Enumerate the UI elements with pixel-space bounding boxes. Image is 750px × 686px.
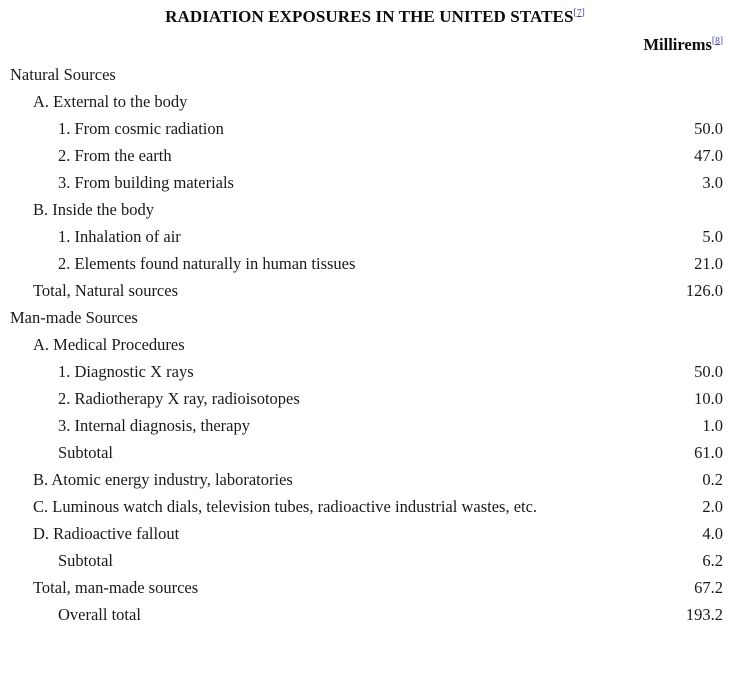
table-row: [0, 412, 750, 439]
table-row: [0, 385, 750, 412]
table-row: [0, 574, 750, 601]
row-label: Overall total: [58, 604, 141, 624]
row-label: B. Atomic energy industry, laboratories: [33, 469, 293, 489]
table-row: [0, 169, 750, 196]
table-row: [0, 439, 750, 466]
row-value: 2.0: [702, 496, 723, 516]
table-row: [0, 61, 750, 88]
row-value: 47.0: [694, 145, 723, 165]
row-value: 193.2: [685, 604, 723, 624]
table-row: [0, 142, 750, 169]
row-label: C. Luminous watch dials, television tubes, radioactive industrial wastes, etc.: [33, 496, 538, 516]
row-label: D. Radioactive fallout: [33, 523, 180, 543]
table-row: [0, 88, 750, 115]
row-label: 1. Diagnostic X rays: [58, 361, 194, 381]
row-label: A. External to the body: [33, 91, 188, 111]
row-value: 126.0: [685, 280, 723, 300]
row-label: 2. Radiotherapy X ray, radioisotopes: [58, 388, 300, 408]
row-label: 2. From the earth: [58, 145, 172, 165]
table-row: [0, 196, 750, 223]
row-value: 4.0: [702, 523, 723, 543]
row-label: 1. From cosmic radiation: [58, 118, 224, 138]
row-label: Subtotal: [58, 550, 114, 570]
row-label: Total, man-made sources: [33, 577, 199, 597]
row-value: 1.0: [702, 415, 723, 435]
table-row: [0, 304, 750, 331]
page-title: [0, 0, 750, 29]
row-value: 6.2: [702, 550, 723, 570]
row-label: B. Inside the body: [33, 199, 154, 219]
row-value: 10.0: [694, 388, 723, 408]
row-value: 50.0: [694, 361, 723, 381]
row-label: 2. Elements found naturally in human tissues: [58, 253, 356, 273]
column-header-millirems: [600, 35, 750, 55]
row-value: 5.0: [702, 226, 723, 246]
row-value: 61.0: [694, 442, 723, 462]
table-row: [0, 493, 750, 520]
table-row: [0, 547, 750, 574]
footnote-ref-8-icon[interactable]: [712, 36, 723, 46]
column-header-millirems-label: Millirems: [643, 34, 712, 54]
page-title-text: RADIATION EXPOSURES IN THE UNITED STATES: [165, 7, 574, 26]
row-label: Man-made Sources: [10, 307, 138, 327]
footnote-ref-7-icon[interactable]: [574, 8, 585, 18]
row-label: 3. From building materials: [58, 172, 234, 192]
table-row: [0, 520, 750, 547]
row-label: 3. Internal diagnosis, therapy: [58, 415, 250, 435]
footnote-ref-8-number: 8: [715, 36, 720, 47]
row-value: 21.0: [694, 253, 723, 273]
row-value: 0.2: [702, 469, 723, 489]
row-label: A. Medical Procedures: [33, 334, 185, 354]
row-value: 3.0: [702, 172, 723, 192]
table-row: [0, 331, 750, 358]
table-row: [0, 223, 750, 250]
table-row: [0, 358, 750, 385]
column-header-row: [0, 35, 750, 55]
row-label: Natural Sources: [10, 64, 116, 84]
table-row: [0, 115, 750, 142]
row-value: 50.0: [694, 118, 723, 138]
row-value: 67.2: [694, 577, 723, 597]
row-label: 1. Inhalation of air: [58, 226, 181, 246]
table-row: [0, 466, 750, 493]
row-label: Total, Natural sources: [33, 280, 179, 300]
table-row: [0, 277, 750, 304]
table-row: [0, 250, 750, 277]
radiation-exposure-table-body: [0, 61, 750, 628]
table-row: [0, 601, 750, 628]
footnote-ref-7-number: 7: [576, 8, 582, 19]
row-label: Subtotal: [58, 442, 114, 462]
